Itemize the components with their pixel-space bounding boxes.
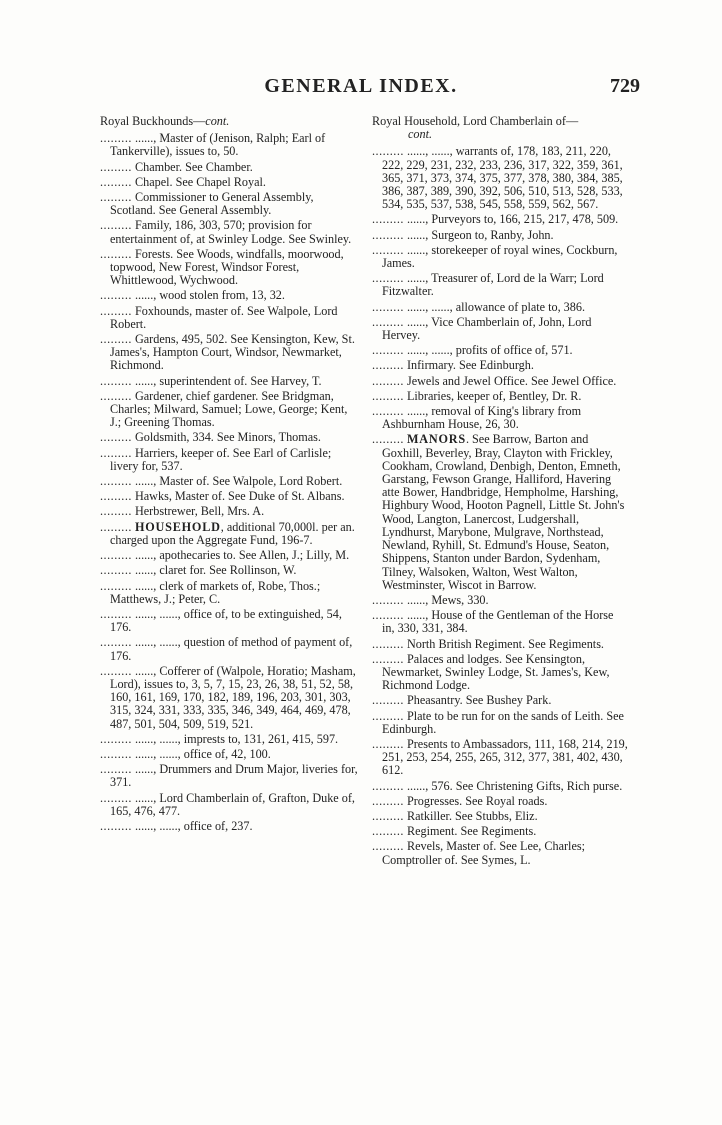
entry-text: ......, removal of King's library from Ashburnham House, 26, 30. [382,404,582,432]
index-entry [100,763,360,789]
entry-text: Foxhounds, master of. See Walpole, Lord Robert. [110,303,338,331]
entry-leader: ......... [372,358,404,373]
entry-text: ......, House of the Gentleman of the Horse in, 330, 331, 384. [382,608,614,636]
index-entry [100,733,360,746]
entry-text: ......, ......, warrants of, 178, 183, 211, 220, 222, 229, 231, 232, 233, 236, 317, 322, 359, 361, 365, 371, 373, 374, 375, 377, 378, 380, 384, 385, 386, 387, 389, 390, 392, 506, 510, 513, 528, 533, 534, 535, 537, 538, 545, 558, 559, 562, 567. [382,144,623,212]
entry-text: Regiment. See Regiments. [406,824,537,839]
entry-leader: ......... [100,548,132,563]
entry-leader: ......... [372,271,404,286]
index-entry [100,219,360,245]
entry-leader: ......... [100,288,132,303]
left-column [100,115,360,835]
index-entry [372,653,628,693]
entry-text: Forests. See Woods, windfalls, moorwood, topwood, New Forest, Windsor Forest, Whittlewood, Wychwood. [110,246,344,288]
page-title: GENERAL INDEX. [264,75,458,97]
index-entry [372,213,628,226]
entry-leader: ......... [372,373,404,388]
index-entry [100,305,360,331]
entry-leader: ......... [372,839,404,854]
entry-leader: ......... [372,736,404,751]
index-entry [372,390,628,403]
entry-text: Goldsmith, 334. See Minors, Thomas. [134,430,321,445]
entry-leader: ......... [372,144,404,159]
entry-text: ......, Master of. See Walpole, Lord Robert. [134,474,343,489]
entry-leader: ......... [100,563,132,578]
entry-text: Gardener, chief gardener. See Bridgman, Charles; Milward, Samuel; Lowe, George; Kent, J.; Greening Thomas. [110,388,348,430]
left-heading-cont: cont. [205,114,230,128]
index-entry [372,609,628,635]
entry-text: Jewels and Jewel Office. See Jewel Office. [406,373,617,388]
index-entry [372,710,628,736]
index-entry [100,820,360,833]
index-entry [372,244,628,270]
entry-leader: ......... [100,373,132,388]
entry-text: ......, wood stolen from, 13, 32. [134,288,285,303]
entry-leader: ......... [100,218,132,233]
index-entry [100,248,360,288]
index-entry [100,431,360,444]
entry-leader: ......... [372,708,404,723]
left-entries [100,132,360,833]
entry-text: ......, Lord Chamberlain of, Grafton, Duke of, 165, 476, 477. [110,790,355,818]
index-entry [100,665,360,731]
entry-text: ......, Purveyors to, 166, 215, 217, 478, 509. [406,212,619,227]
index-entry [372,825,628,838]
left-column-heading [100,115,360,128]
right-column-heading [372,115,628,141]
entry-text: Plate to be run for on the sands of Leith. See Edinburgh. [382,708,624,736]
right-heading-text: Royal Household, Lord Chamberlain of— [372,114,579,128]
entry-leader: ......... [372,432,404,447]
index-entry [100,375,360,388]
page-number: 729 [610,75,640,97]
entry-text: ......, Mews, 330. [406,592,489,607]
entry-leader: ......... [372,388,404,403]
index-entry [100,475,360,488]
left-heading-text: Royal Buckhounds— [100,114,206,128]
entry-leader: ......... [100,731,132,746]
index-entry [100,447,360,473]
entry-text: North British Regiment. See Regiments. [406,636,604,651]
index-entry [100,748,360,761]
entry-leader: ......... [372,404,404,419]
entry-leader: ......... [100,519,132,534]
entry-text: ......, Treasurer of, Lord de la Warr; Lord Fitzwalter. [382,271,604,299]
entry-text: ......, ......, office of, 237. [134,818,253,833]
entry-text: ......, claret for. See Rollinson, W. [134,563,297,578]
entry-leader: ......... [372,242,404,257]
entry-text: ......, superintendent of. See Harvey, T. [134,373,322,388]
index-entry [100,390,360,430]
index-entry [100,521,360,547]
entry-text: ......, ......, office of, 42, 100. [134,746,271,761]
index-entry [372,229,628,242]
index-entry [100,333,360,373]
entry-text: ......, storekeeper of royal wines, Cockburn, James. [382,242,618,271]
entry-heading: HOUSEHOLD [134,519,221,534]
entry-leader: ......... [100,504,132,519]
index-entry [372,780,628,793]
entry-text: Chapel. See Chapel Royal. [134,174,266,189]
index-entry [100,792,360,818]
entry-text: ......, ......, office of, to be extinguished, 54, 176. [110,606,342,635]
index-entry [100,580,360,606]
entry-text: Herbstrewer, Bell, Mrs. A. [134,504,265,519]
index-entry [372,145,628,211]
entry-text: , additional 70,000l. per an. charged upon the Aggregate Fund, 196-7. [110,519,355,547]
entry-leader: ......... [100,818,132,833]
entry-heading: MANORS [406,432,466,447]
entry-leader: ......... [100,762,132,777]
index-entry [372,316,628,342]
entry-text: Infirmary. See Edinburgh. [406,358,534,373]
entry-leader: ......... [100,663,132,678]
entry-leader: ......... [100,474,132,489]
index-entry [100,636,360,662]
entry-leader: ......... [100,790,132,805]
entry-leader: ......... [100,159,132,174]
entry-leader: ......... [372,824,404,839]
entry-text: ......, Vice Chamberlain of, John, Lord Hervey. [382,314,592,343]
entry-leader: ......... [372,651,404,666]
entry-text: Revels, Master of. See Lee, Charles; Comptroller of. See Symes, L. [382,839,585,867]
entry-text: Family, 186, 303, 570; provision for entertainment of, at Swinley Lodge. See Swinley. [110,218,352,246]
entry-text: Chamber. See Chamber. [134,159,253,174]
entry-text: ......, Master of (Jenison, Ralph; Earl of Tankerville), issues to, 50. [110,131,326,159]
right-entries [372,145,628,866]
entry-leader: ......... [372,693,404,708]
index-entry [372,840,628,866]
entry-text: ......, apothecaries to. See Allen, J.; Lilly, M. [134,548,350,563]
index-entry [100,289,360,302]
entry-leader: ......... [100,388,132,403]
entry-text: Palaces and lodges. See Kensington, Newmarket, Swinley Lodge, St. James's, Kew, Richmond Lodge. [382,651,610,693]
entry-text: Commissioner to General Assembly, Scotland. See General Assembly. [110,190,314,218]
index-entry [100,191,360,217]
entry-leader: ......... [372,793,404,808]
index-entry [100,608,360,634]
entry-text: ......, ......, profits of office of, 571. [406,343,573,358]
entry-leader: ......... [372,227,404,242]
entry-leader: ......... [100,131,132,146]
entry-text: . See Barrow, Barton and Goxhill, Beverley, Bray, Clayton with Frickley, Cookham, Crowland, Denbigh, Denton, Emneth, Garstang, Fewson Grange, Halliford, Havering atte Bower, Handbridge, Hempholme, Harshing, Highbury Wood, Hooton Pagnell, Little St. John's Wood, Langton, Lanercost, Ludgershall, Lyndhurst, Marybone, Mulgrave, Northstead, Newland, Ryhill, St. Edmund's House, Seaton, Shippens, Stanton under Bardon, Sydenham, Tilney, Walsoken, Walton, West Walton, Westminster, Wiscot in Barrow. [382,432,625,592]
index-entry [372,301,628,314]
index-entry [372,344,628,357]
entry-leader: ......... [372,212,404,227]
entry-text: Progresses. See Royal roads. [406,793,548,808]
entry-leader: ......... [372,636,404,651]
entry-text: Libraries, keeper of, Bentley, Dr. R. [406,388,582,403]
entry-text: ......, Drummers and Drum Major, liveries for, 371. [110,762,358,790]
entry-text: Ratkiller. See Stubbs, Eliz. [406,808,538,823]
entry-leader: ......... [372,343,404,358]
entry-text: Hawks, Master of. See Duke of St. Albans. [134,489,345,504]
index-entry [100,549,360,562]
entry-text: ......, clerk of markets of, Robe, Thos.; Matthews, J.; Peter, C. [110,578,321,606]
entry-leader: ......... [100,578,132,593]
index-entry [372,594,628,607]
entry-leader: ......... [372,608,404,623]
index-entry [372,795,628,808]
entry-text: Gardens, 495, 502. See Kensington, Kew, St. James's, Hampton Court, Windsor, Newmarket, Richmond. [110,332,355,373]
entry-leader: ......... [100,635,132,650]
index-entry [372,694,628,707]
index-entry [100,564,360,577]
index-entry [372,375,628,388]
entry-text: ......, Surgeon to, Ranby, John. [406,227,554,242]
entry-text: Pheasantry. See Bushey Park. [406,693,552,708]
right-heading-cont: cont. [408,127,433,142]
entry-leader: ......... [100,303,132,318]
entry-leader: ......... [100,606,132,621]
right-column [372,115,628,869]
index-entry [372,405,628,431]
index-entry [372,433,628,591]
entry-text: ......, ......, imprests to, 131, 261, 415, 597. [134,731,339,746]
entry-text: Presents to Ambassadors, 111, 168, 214, 219, 251, 253, 254, 255, 265, 312, 377, 381, 402, 430, 612. [382,736,628,778]
entry-text: ......, ......, allowance of plate to, 386. [406,299,585,314]
entry-leader: ......... [100,489,132,504]
entry-leader: ......... [100,445,132,460]
entry-leader: ......... [372,808,404,823]
entry-leader: ......... [372,314,404,329]
index-entry [100,132,360,158]
index-entry [100,161,360,174]
entry-leader: ......... [100,430,132,445]
entry-leader: ......... [100,746,132,761]
entry-leader: ......... [100,174,132,189]
index-entry [100,176,360,189]
index-entry [372,810,628,823]
entry-leader: ......... [372,592,404,607]
entry-text: ......, ......, question of method of payment of, 176. [110,635,353,663]
index-entry [100,505,360,518]
entry-leader: ......... [100,332,132,347]
entry-leader: ......... [100,246,132,261]
entry-text: ......, 576. See Christening Gifts, Rich purse. [406,778,623,793]
index-entry [372,359,628,372]
index-entry [372,738,628,778]
entry-leader: ......... [100,190,132,205]
entry-text: ......, Cofferer of (Walpole, Horatio; Masham, Lord), issues to, 3, 5, 7, 15, 23, 26, 38, 51, 52, 58, 160, 161, 169, 170, 182, 189, 196, 203, 301, 303, 315, 324, 331, 333, 335, 346, 349, 464, 469, 478, 487, 501, 504, 509, 519, 521. [110,663,356,731]
entry-leader: ......... [372,299,404,314]
index-entry [372,272,628,298]
entry-text: Harriers, keeper of. See Earl of Carlisle; livery for, 537. [110,445,332,473]
index-entry [100,490,360,503]
entry-leader: ......... [372,778,404,793]
index-entry [372,638,628,651]
